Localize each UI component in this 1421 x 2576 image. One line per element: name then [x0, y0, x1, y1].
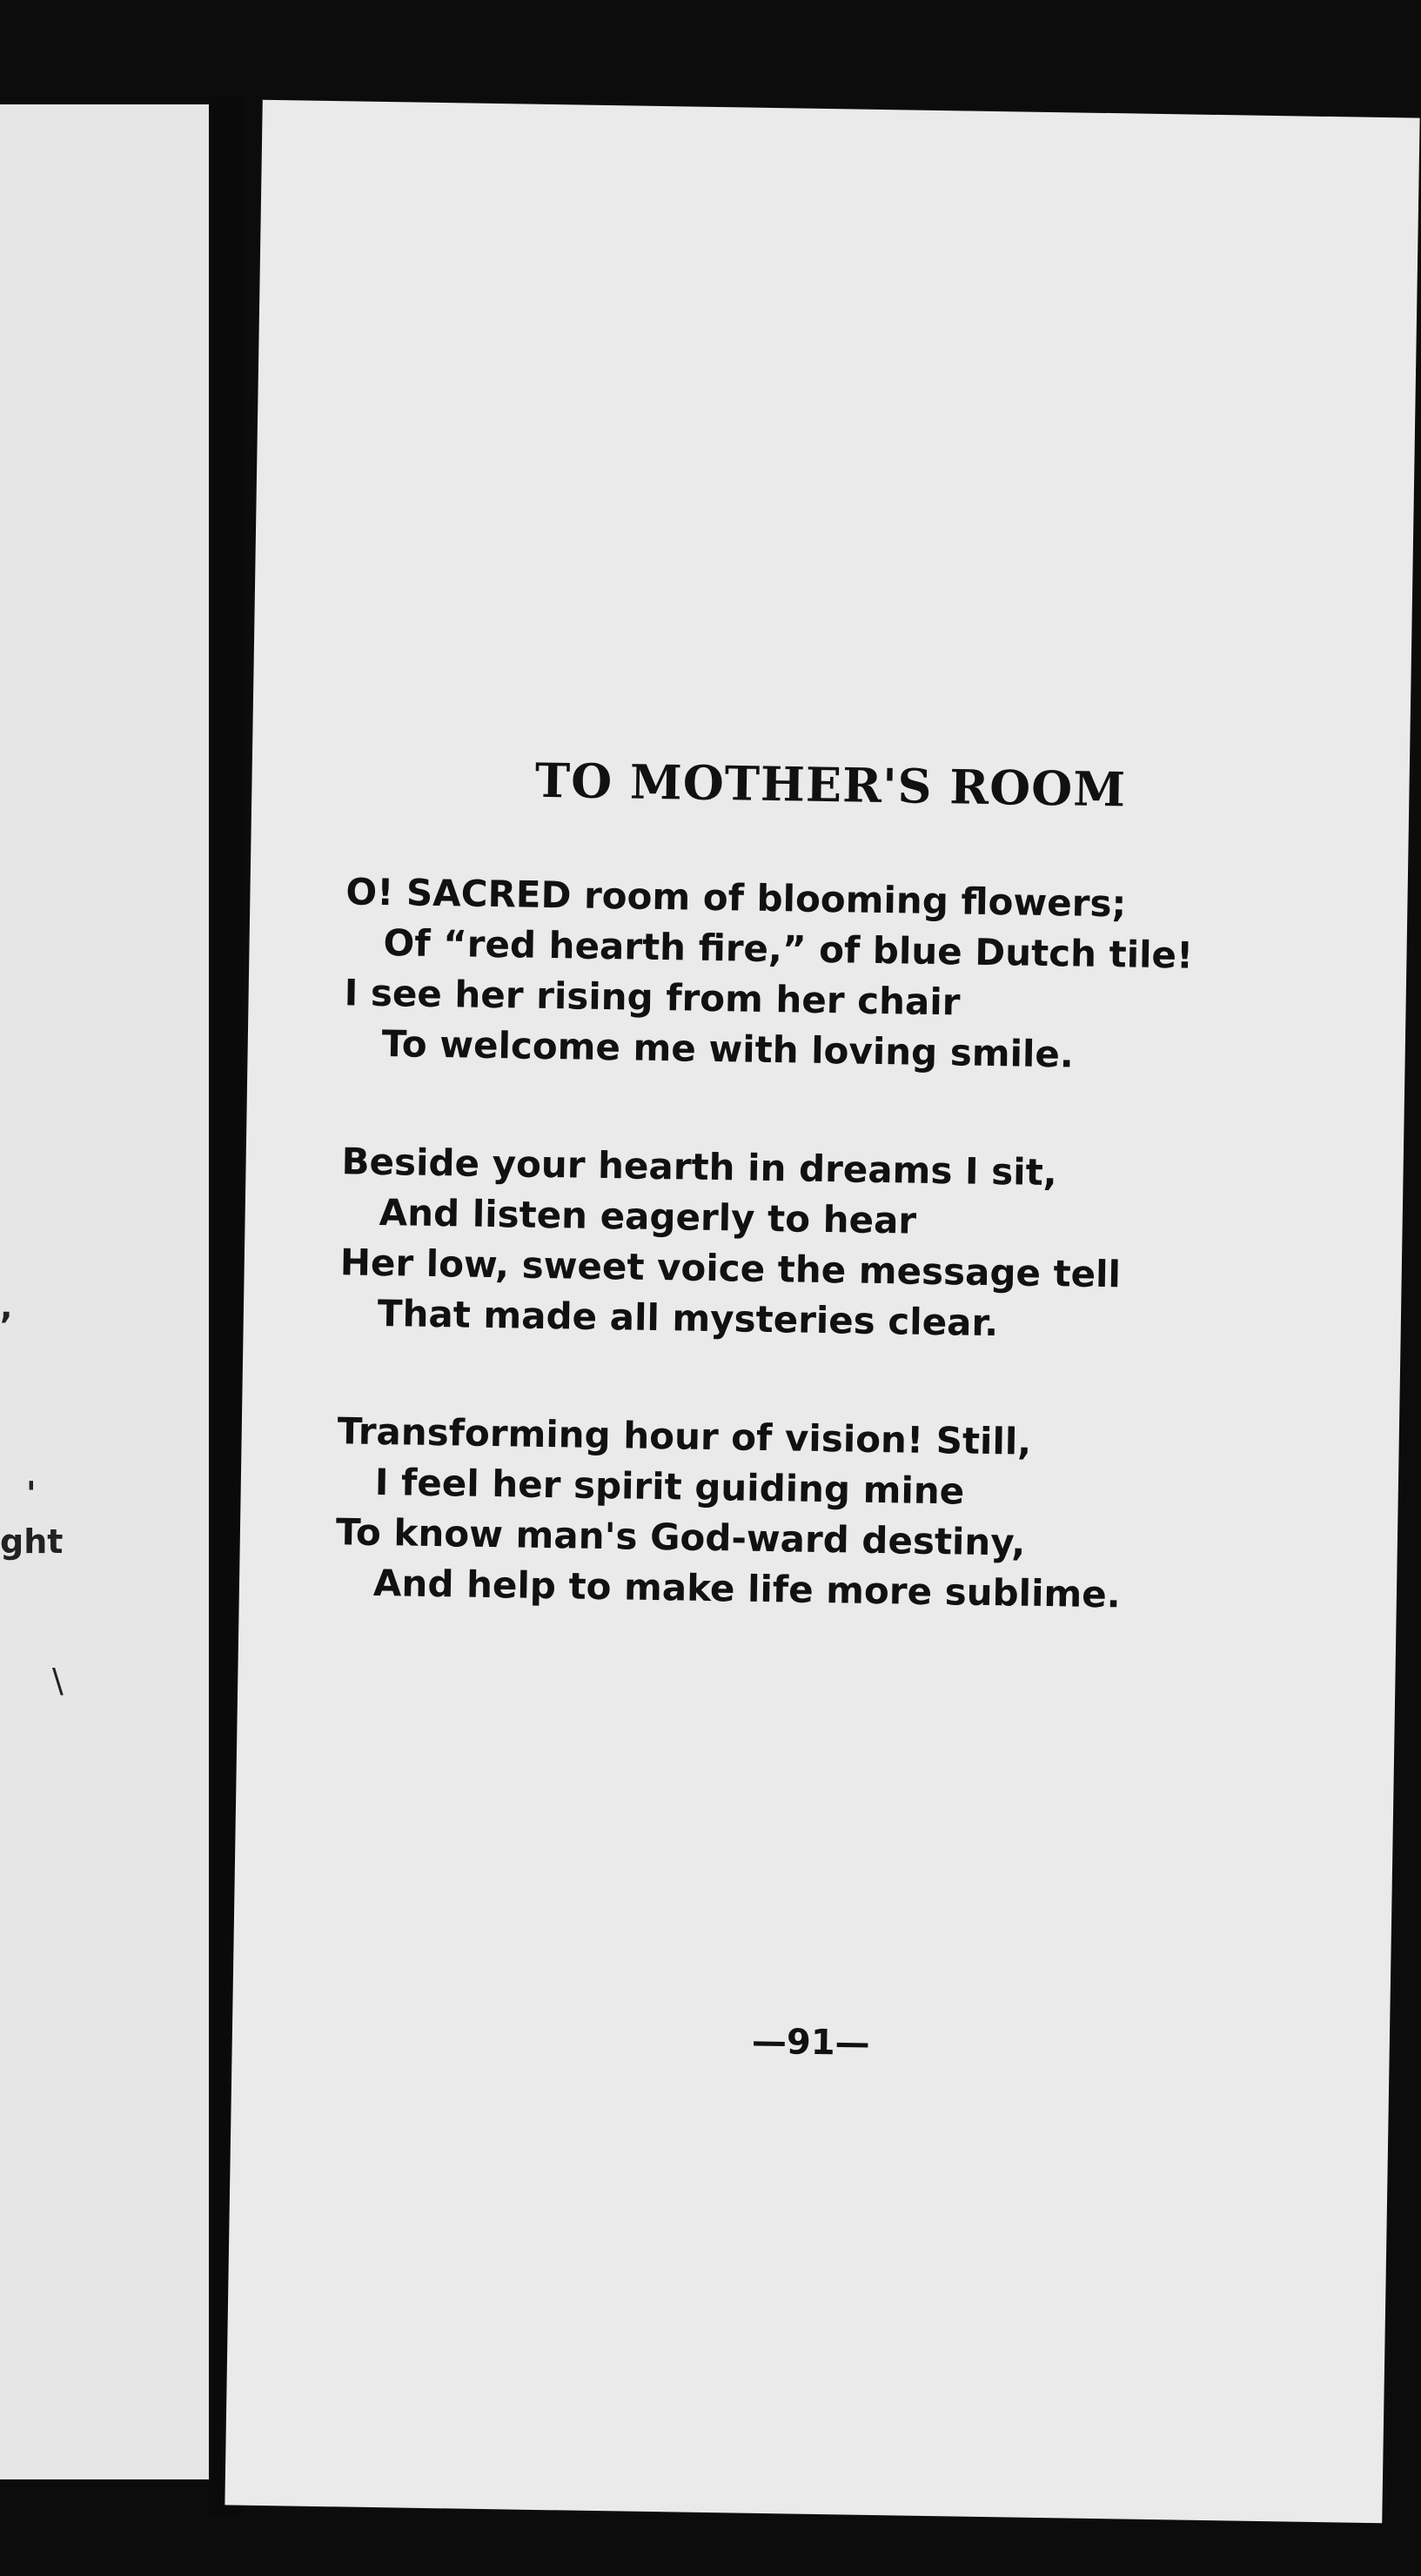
left-page: [0, 104, 209, 2479]
poem-line: To know man's God-ward destiny,: [335, 1510, 1026, 1564]
poem-title: TO MOTHER'S ROOM: [534, 752, 1127, 818]
left-page-fragment: ': [26, 1475, 37, 1513]
poem-line: Beside your hearth in dreams I sit,: [341, 1140, 1058, 1194]
book-page: [225, 100, 1419, 2524]
poem-stanza: [338, 1136, 1299, 1353]
poem-line: And listen eagerly to hear: [379, 1190, 917, 1242]
poem-stanza: [335, 1406, 1296, 1623]
left-page-fragment: ,: [0, 1288, 13, 1326]
left-page-fragment: ght: [0, 1522, 64, 1561]
poem-line: Transforming hour of vision! Still,: [337, 1409, 1032, 1463]
poem-line: Of “red hearth fire,” of blue Dutch tile!: [383, 921, 1194, 977]
poem-line: That made all mysteries clear.: [377, 1291, 999, 1345]
page-number: —91—: [751, 2021, 870, 2064]
poem-line: To welcome me with loving smile.: [381, 1022, 1075, 1076]
poem-line: I feel her spirit guiding mine: [374, 1460, 965, 1513]
poem-line: O! SACRED room of blooming flowers;: [345, 870, 1127, 926]
poem-stanza: [343, 866, 1304, 1083]
poem-line: Her low, sweet voice the message tell: [339, 1241, 1122, 1296]
left-page-fragment: \: [52, 1662, 64, 1700]
poem-line: I see her rising from her chair: [344, 971, 961, 1024]
poem-line: And help to make life more sublime.: [372, 1561, 1122, 1616]
